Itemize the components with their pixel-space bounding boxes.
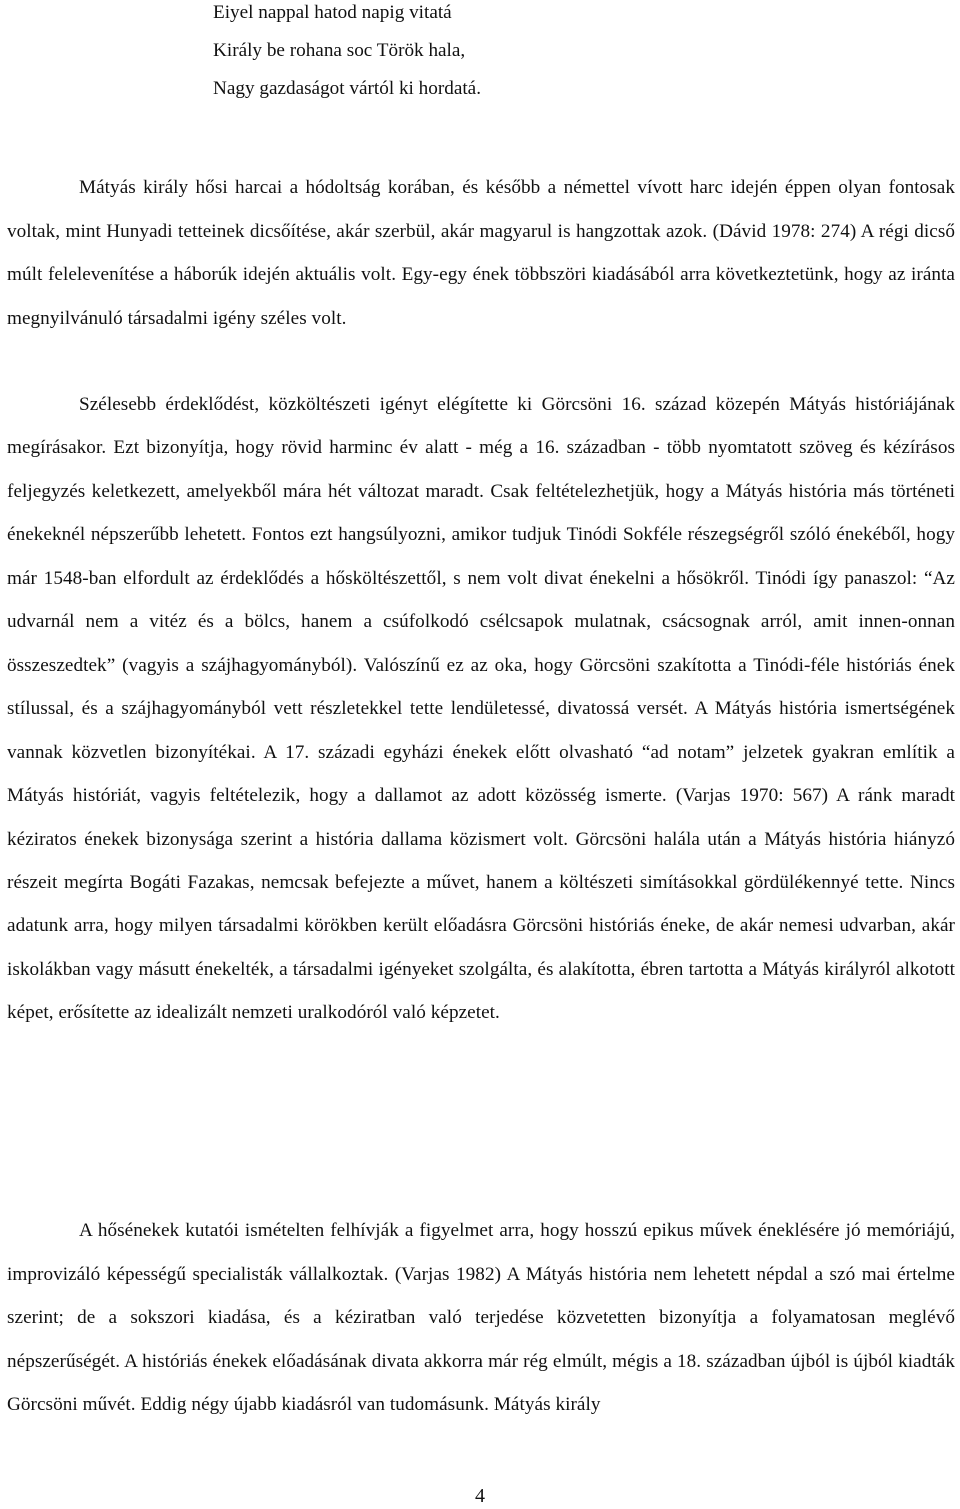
verse-line: Eiyel nappal hatod napig vitatá xyxy=(213,2,452,23)
verse-line: Nagy gazdaságot vártól ki hordatá. xyxy=(213,78,481,99)
verse-line: Király be rohana soc Török hala, xyxy=(213,40,466,61)
body-paragraph: A hősénekek kutatói ismételten felhívják a figyelmet arra, hogy hosszú epikus művek éneklésére jó memóriájú, improvizáló képességű specialisták vállalkoztak. (Varjas 1982) A Mátyás história nem lehetett népdal a szó mai értelme szerint; de a sokszori kiadása, és a kéziratban való terjedése közvetetten bizonyítja a folyamatosan meglévő népszerűségét. A históriás énekek előadásának divata akkorra már rég elmúlt, mégis a 18. században újból is újból kiadták Görcsöni művét. Eddig négy újabb kiadásról van tudomásunk. Mátyás király xyxy=(7,1220,955,1415)
page-number: 4 xyxy=(475,1485,485,1507)
verse-quote xyxy=(213,0,481,114)
body-paragraph: Szélesebb érdeklődést, közköltészeti igényt elégítette ki Görcsöni 16. század közepén Mátyás históriájának megírásakor. Ezt bizonyítja, hogy rövid harminc év alatt - még a 16. században - több nyomtatott szöveg és kézírásos feljegyzés keletkezett, amelyekből mára hét változat maradt. Csak feltételezhetjük, hogy a Mátyás história más történeti énekeknél népszerűbb lehetett. Fontos ezt hangsúlyozni, amikor tudjuk Tinódi Sokféle részegségről szóló énekéből, hogy már 1548-ban elfordult az érdeklődés a hősköltészettől, s nem volt divat énekelni a hősökről. Tinódi így panaszol: “Az udvarnál nem a vitéz és a bölcs, hanem a csúfolkodó csélcsapok mulatnak, csácsognak arról, amit innen-onnan összeszedtek” (vagyis a szájhagyományból). Valószínű ez az oka, hogy Görcsöni szakította a Tinódi-féle históriás ének stílussal, és a szájhagyományból vett részletekkel tette lendületessé, divatossá versét. A Mátyás história ismertségének vannak közvetlen bizonyítékai. A 17. századi egyházi énekek előtt olvasható “ad notam” jelzetek gyakran említik a Mátyás históriát, vagyis feltételezik, hogy a dallamot az adott közösség ismerte. (Varjas 1970: 567) A ránk maradt kéziratos énekek bizonysága szerint a história dallama közismert volt. Görcsöni halála után a Mátyás história hiányzó részeit megírta Bogáti Fazakas, nemcsak befejezte a művet, hanem a költészeti simításokkal gördülékennyé tette. Nincs adatunk arra, hogy milyen társadalmi körökben került előadásra Görcsöni históriás éneke, de akár nemesi udvarban, akár iskolákban vagy másutt énekelték, a társadalmi igényeket szolgálta, és alakította, ébren tartotta a Mátyás királyról alkotott képet, erősítette az idealizált nemzeti uralkodóról való képzetet. xyxy=(7,394,955,1024)
body-paragraph: Mátyás király hősi harcai a hódoltság korában, és később a némettel vívott harc idején éppen olyan fontosak voltak, mint Hunyadi tetteinek dicsőítése, akár szerbül, akár magyarul is hangzottak azok. (Dávid 1978: 274) A régi dicső múlt felelevenítése a háborúk idején aktuális volt. Egy-egy ének többszöri kiadásából arra következtetünk, hogy az iránta megnyilvánuló társadalmi igény széles volt. xyxy=(7,177,955,329)
